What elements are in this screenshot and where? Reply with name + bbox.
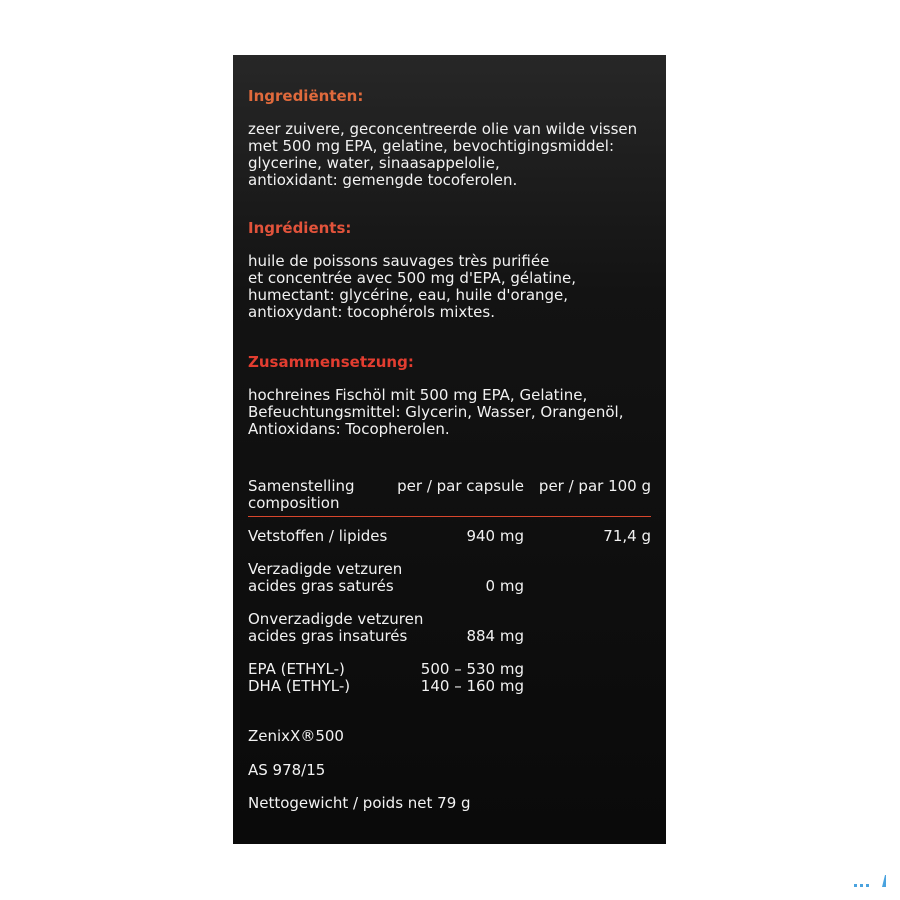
corner-logo-mark-icon [852, 870, 892, 890]
registration-number: AS 978/15 [248, 761, 326, 779]
row-label-secondary: acides gras saturés [248, 577, 394, 595]
text-line: Antioxidans: Tocopherolen. [248, 420, 450, 438]
table-row [248, 561, 651, 595]
composition-table-header [248, 478, 651, 518]
row-label-secondary: acides gras insaturés [248, 627, 408, 645]
label-panel [233, 55, 666, 844]
row-per-capsule: 940 mg [466, 527, 524, 545]
row-per-capsule: 140 – 160 mg [420, 677, 524, 695]
row-label: DHA (ETHYL-) [248, 677, 351, 695]
table-row [248, 611, 651, 645]
row-per-capsule: 884 mg [466, 627, 524, 645]
row-label: EPA (ETHYL-) [248, 660, 345, 678]
text-line: glycerine, water, sinaasappelolie, [248, 154, 500, 172]
header-per-capsule: per / par capsule [397, 477, 524, 495]
text-line: antioxidant: gemengde tocoferolen. [248, 171, 518, 189]
row-per-capsule: 0 mg [485, 577, 524, 595]
text-line: humectant: glycérine, eau, huile d'orange, [248, 286, 569, 304]
heading-ingredients-de: Zusammensetzung: [248, 353, 414, 371]
ingredients-text-fr [248, 253, 651, 321]
table-divider [248, 516, 651, 517]
heading-ingredients-fr: Ingrédients: [248, 219, 352, 237]
row-per-100g: 71,4 g [603, 527, 651, 545]
ingredients-text-de [248, 387, 651, 438]
text-line: Befeuchtungsmittel: Glycerin, Wasser, Orangenöl, [248, 403, 624, 421]
text-line: et concentrée avec 500 mg d'EPA, gélatine, [248, 269, 577, 287]
header-label-nl: Samenstelling [248, 477, 355, 495]
text-line: hochreines Fischöl mit 500 mg EPA, Gelatine, [248, 386, 588, 404]
ingredients-text-nl [248, 121, 651, 189]
row-label: Vetstoffen / lipides [248, 527, 388, 545]
table-row [248, 678, 651, 695]
header-label-fr: composition [248, 494, 340, 512]
net-weight: Nettogewicht / poids net 79 g [248, 794, 471, 812]
text-line: met 500 mg EPA, gelatine, bevochtigingsmiddel: [248, 137, 614, 155]
row-label: Verzadigde vetzuren [248, 560, 403, 578]
text-line: antioxydant: tocophérols mixtes. [248, 303, 495, 321]
text-line: zeer zuivere, geconcentreerde olie van wilde vissen [248, 120, 638, 138]
heading-ingredients-nl: Ingrediënten: [248, 87, 364, 105]
header-per-100g: per / par 100 g [538, 477, 651, 495]
row-label: Onverzadigde vetzuren [248, 610, 424, 628]
text-line: huile de poissons sauvages très purifiée [248, 252, 550, 270]
table-row [248, 661, 651, 678]
table-row [248, 528, 651, 545]
brand-name: ZenixX®500 [248, 727, 344, 745]
row-per-capsule: 500 – 530 mg [420, 660, 524, 678]
